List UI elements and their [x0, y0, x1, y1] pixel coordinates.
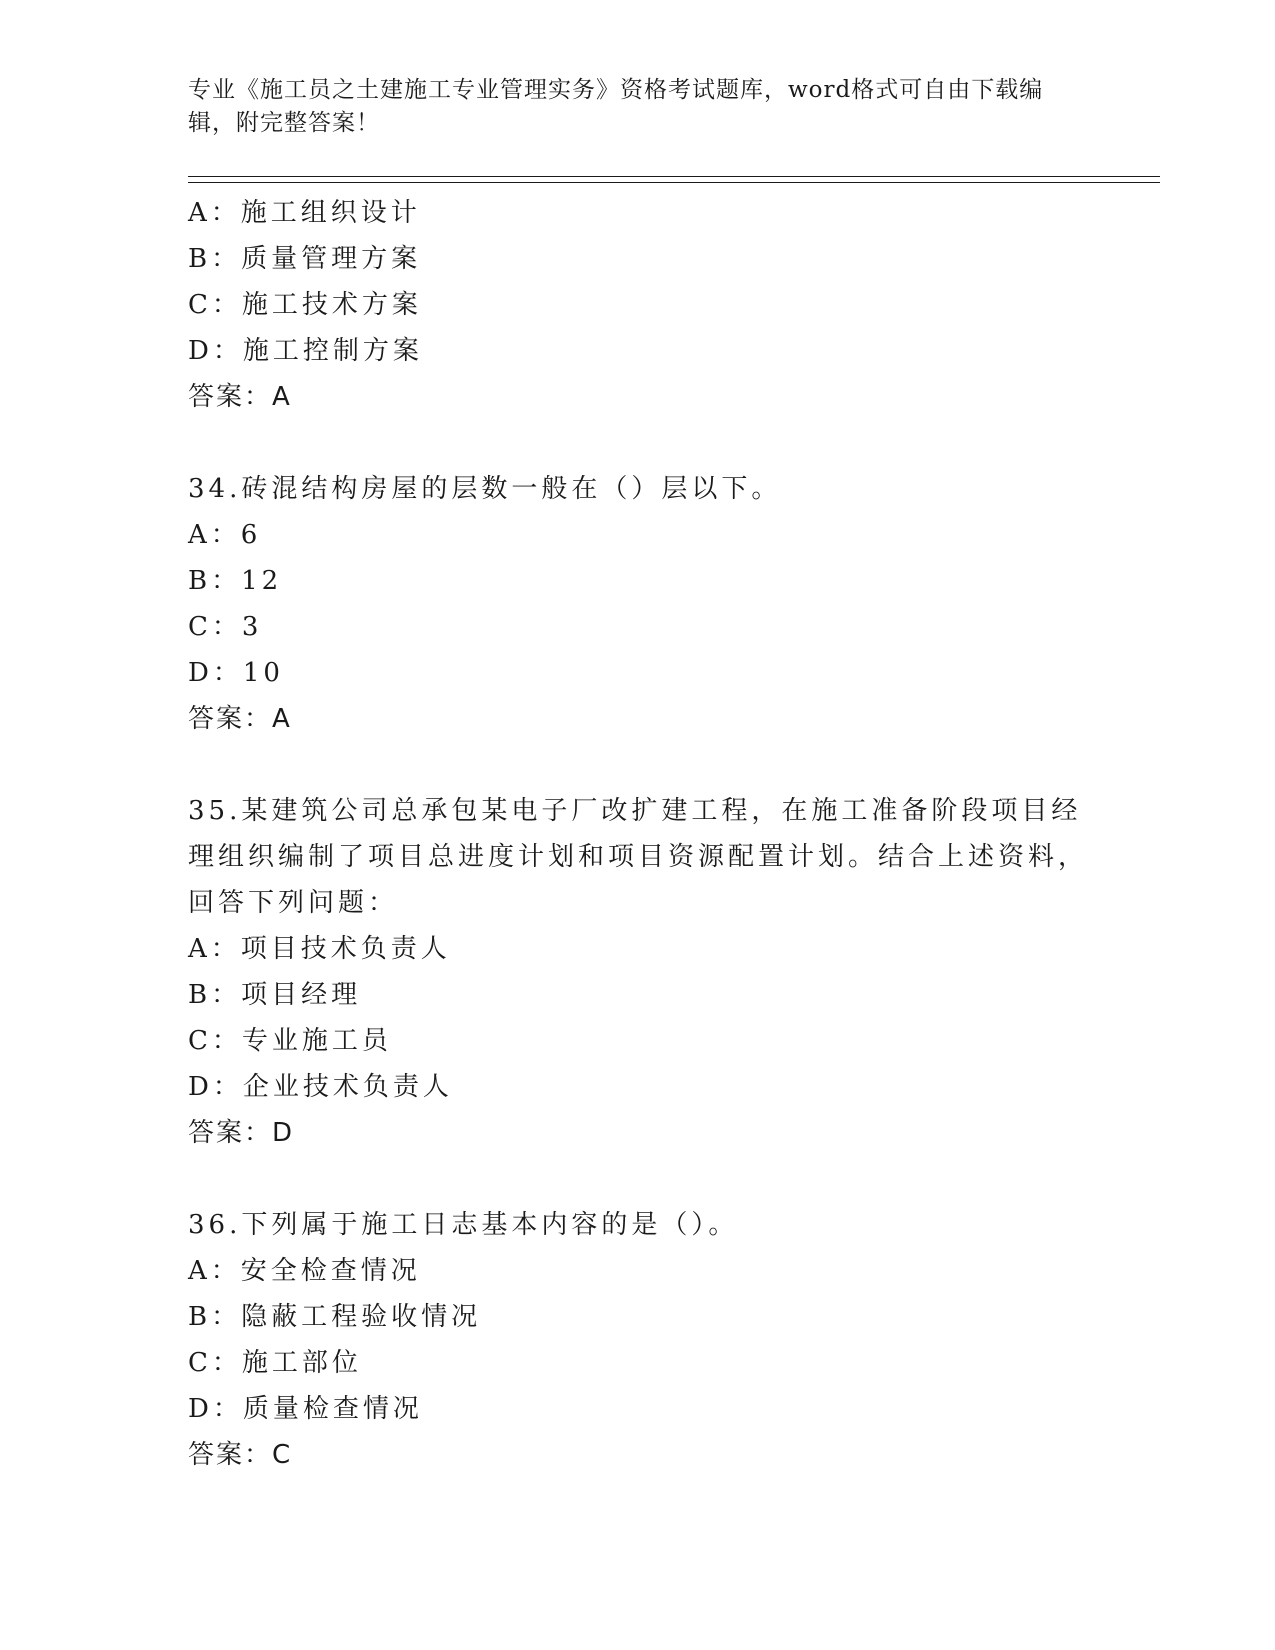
option-label: D： [188, 1394, 243, 1424]
option-text: 施工技术方案 [241, 290, 422, 320]
option-label: C： [188, 1348, 242, 1378]
header-rule-bottom [188, 182, 1160, 183]
question-stem: 35.某建筑公司总承包某电子厂改扩建工程，在施工准备阶段项目经理组织编制了项目总进度计划和项目资源配置计划。结合上述资料，回答下列问题： [188, 796, 1089, 918]
question-33-block [188, 190, 1088, 420]
option-label: C： [188, 1026, 242, 1056]
option-b [188, 236, 1088, 282]
document-header: 专业《施工员之土建施工专业管理实务》资格考试题库，word格式可自由下载编辑，附完整答案！ [188, 77, 1044, 136]
option-label: B： [188, 980, 242, 1010]
question-34-block [188, 466, 1088, 742]
question-list [188, 190, 1088, 1478]
answer-line: 答案：A [188, 382, 292, 412]
option-text: 10 [242, 658, 284, 688]
option-label: D： [188, 336, 243, 366]
option-label: A： [188, 198, 241, 228]
option-label: B： [188, 244, 242, 274]
option-label: D： [188, 1072, 243, 1102]
option-d [188, 1386, 1088, 1432]
option-c [188, 282, 1088, 328]
option-d [188, 650, 1088, 696]
option-text: 质量管理方案 [241, 244, 422, 274]
option-text: 企业技术负责人 [242, 1072, 453, 1102]
option-text: 质量检查情况 [242, 1394, 423, 1424]
option-text: 专业施工员 [241, 1026, 392, 1056]
option-text: 12 [241, 566, 283, 596]
option-c [188, 1340, 1088, 1386]
question-stem: 36.下列属于施工日志基本内容的是（）。 [188, 1210, 739, 1240]
question-stem: 34.砖混结构房屋的层数一般在（）层以下。 [188, 474, 782, 504]
option-c [188, 604, 1088, 650]
option-d [188, 328, 1088, 374]
option-c [188, 1018, 1088, 1064]
option-text: 施工组织设计 [240, 198, 421, 228]
option-a [188, 190, 1088, 236]
option-text: 施工部位 [241, 1348, 362, 1378]
option-b [188, 1294, 1088, 1340]
option-label: A： [188, 520, 241, 550]
option-text: 6 [240, 520, 262, 550]
option-label: C： [188, 612, 242, 642]
option-label: A： [188, 934, 241, 964]
option-a [188, 926, 1088, 972]
question-36-block [188, 1202, 1088, 1478]
option-label: B： [188, 566, 242, 596]
option-d [188, 1064, 1088, 1110]
header-rule-top [188, 176, 1160, 177]
option-label: A： [188, 1256, 241, 1286]
option-text: 安全检查情况 [240, 1256, 421, 1286]
option-label: D： [188, 658, 243, 688]
option-text: 项目技术负责人 [240, 934, 451, 964]
answer-line: 答案：C [188, 1440, 293, 1470]
option-text: 隐蔽工程验收情况 [241, 1302, 482, 1332]
answer-line: 答案：A [188, 704, 292, 734]
question-35-block [188, 788, 1088, 1156]
option-text: 3 [241, 612, 263, 642]
option-label: B： [188, 1302, 242, 1332]
option-a [188, 512, 1088, 558]
option-text: 施工控制方案 [242, 336, 423, 366]
answer-line: 答案：D [188, 1118, 295, 1148]
option-label: C： [188, 290, 242, 320]
option-b [188, 972, 1088, 1018]
option-text: 项目经理 [241, 980, 362, 1010]
option-b [188, 558, 1088, 604]
option-a [188, 1248, 1088, 1294]
